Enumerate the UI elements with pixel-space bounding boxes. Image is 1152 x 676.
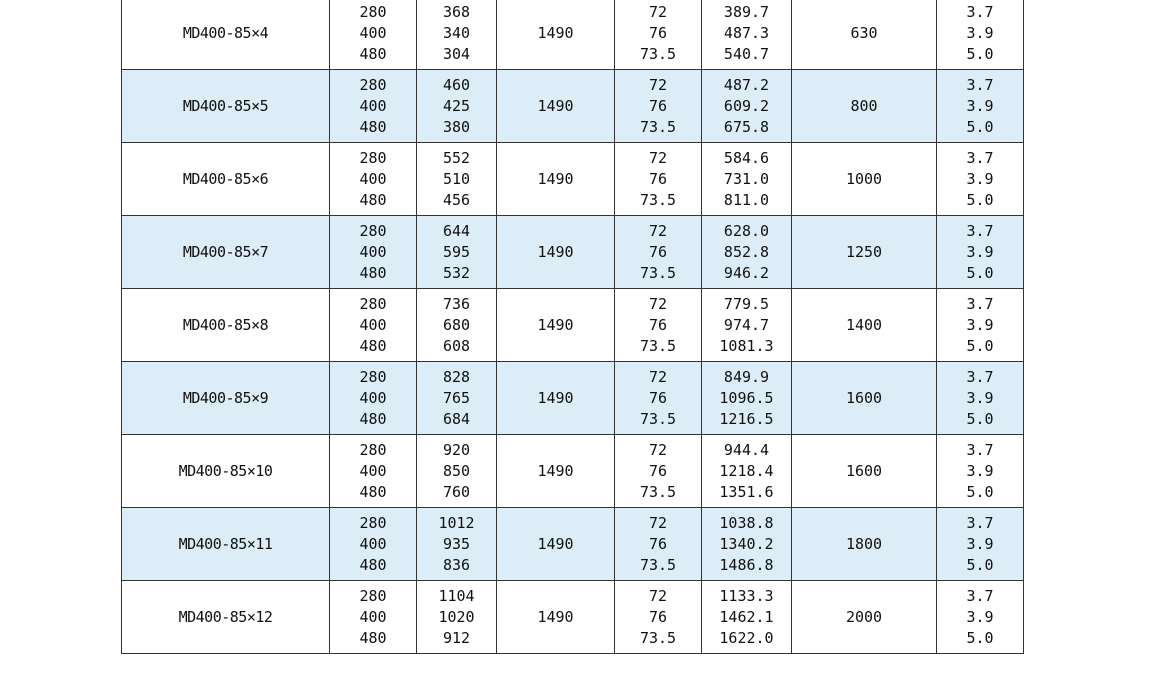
flow-cell xyxy=(330,508,417,581)
table-row xyxy=(122,0,1024,70)
model-cell: MD400-85×5 xyxy=(122,70,330,143)
shaft-power-cell-value: 1133.3 xyxy=(719,586,774,605)
npsh-cell xyxy=(937,362,1024,435)
efficiency-cell-value: 72 xyxy=(648,440,668,459)
npsh-cell-value: 3.7 xyxy=(966,367,994,386)
head-cell-value: 1020 xyxy=(438,607,475,626)
efficiency-cell xyxy=(615,143,702,216)
head-cell-value: 765 xyxy=(442,388,471,407)
flow-cell-values xyxy=(359,440,386,503)
head-cell-value: 912 xyxy=(442,628,471,647)
head-cell-value: 510 xyxy=(442,169,471,188)
efficiency-cell-value: 76 xyxy=(648,388,668,407)
head-cell-values xyxy=(443,221,470,284)
efficiency-cell-value: 72 xyxy=(648,148,668,167)
npsh-cell-value: 3.9 xyxy=(966,23,994,42)
flow-cell-value: 280 xyxy=(359,75,387,94)
shaft-power-cell-value: 1340.2 xyxy=(719,534,774,553)
flow-cell xyxy=(330,70,417,143)
efficiency-cell-value: 76 xyxy=(648,96,668,115)
flow-cell-value: 400 xyxy=(359,169,387,188)
pump-spec-table-container xyxy=(121,0,1024,654)
efficiency-cell-value: 72 xyxy=(648,2,668,21)
npsh-cell-values xyxy=(966,148,993,211)
efficiency-cell-value: 72 xyxy=(648,221,668,240)
flow-cell-value: 400 xyxy=(359,23,387,42)
flow-cell-value: 400 xyxy=(359,607,387,626)
flow-cell-value: 280 xyxy=(359,586,387,605)
head-cell xyxy=(417,216,497,289)
flow-cell-value: 280 xyxy=(359,2,387,21)
flow-cell-values xyxy=(359,2,386,65)
efficiency-cell xyxy=(615,70,702,143)
npsh-cell-value: 3.9 xyxy=(966,534,994,553)
shaft-power-cell-value: 1462.1 xyxy=(719,607,774,626)
table-row xyxy=(122,362,1024,435)
npsh-cell-value: 3.9 xyxy=(966,242,994,261)
shaft-power-cell xyxy=(702,435,792,508)
efficiency-cell-value: 76 xyxy=(648,461,668,480)
efficiency-cell-value: 73.5 xyxy=(639,263,677,282)
npsh-cell-value: 3.7 xyxy=(966,221,994,240)
head-cell xyxy=(417,70,497,143)
npsh-cell-values xyxy=(966,294,993,357)
speed-cell: 1490 xyxy=(497,362,615,435)
flow-cell-value: 280 xyxy=(359,294,387,313)
shaft-power-cell-value: 1038.8 xyxy=(719,513,774,532)
head-cell-values xyxy=(443,2,470,65)
shaft-power-cell-value: 628.0 xyxy=(723,221,770,240)
shaft-power-cell xyxy=(702,143,792,216)
npsh-cell xyxy=(937,289,1024,362)
npsh-cell-values xyxy=(966,75,993,138)
table-body xyxy=(122,0,1024,654)
model-cell: MD400-85×6 xyxy=(122,143,330,216)
head-cell-value: 595 xyxy=(442,242,471,261)
efficiency-cell xyxy=(615,289,702,362)
npsh-cell-value: 3.7 xyxy=(966,294,994,313)
flow-cell-value: 400 xyxy=(359,388,387,407)
flow-cell-values xyxy=(359,513,386,576)
efficiency-cell-value: 76 xyxy=(648,607,668,626)
flow-cell-values xyxy=(359,586,386,649)
flow-cell-value: 400 xyxy=(359,315,387,334)
head-cell-value: 304 xyxy=(442,44,471,63)
efficiency-cell xyxy=(615,362,702,435)
shaft-power-cell-value: 1218.4 xyxy=(719,461,774,480)
shaft-power-cell xyxy=(702,216,792,289)
efficiency-cell-value: 72 xyxy=(648,513,668,532)
head-cell-values xyxy=(443,367,470,430)
npsh-cell-value: 3.9 xyxy=(966,388,994,407)
motor-power-cell: 2000 xyxy=(792,581,937,654)
npsh-cell-value: 3.7 xyxy=(966,513,994,532)
motor-power-cell: 630 xyxy=(792,0,937,70)
efficiency-cell-values xyxy=(640,221,676,284)
head-cell-values xyxy=(443,75,470,138)
shaft-power-cell-values xyxy=(724,221,769,284)
efficiency-cell-value: 73.5 xyxy=(639,336,677,355)
shaft-power-cell-values xyxy=(719,513,773,576)
head-cell-values xyxy=(443,440,470,503)
npsh-cell-values xyxy=(966,440,993,503)
shaft-power-cell-value: 675.8 xyxy=(723,117,770,136)
shaft-power-cell-values xyxy=(724,2,769,65)
flow-cell-value: 400 xyxy=(359,96,387,115)
shaft-power-cell-value: 487.2 xyxy=(723,75,770,94)
shaft-power-cell-values xyxy=(719,440,773,503)
shaft-power-cell-value: 1081.3 xyxy=(719,336,774,355)
efficiency-cell-values xyxy=(640,294,676,357)
flow-cell-value: 400 xyxy=(359,242,387,261)
motor-power-cell: 800 xyxy=(792,70,937,143)
table-row xyxy=(122,289,1024,362)
efficiency-cell-values xyxy=(640,586,676,649)
efficiency-cell-value: 73.5 xyxy=(639,409,677,428)
head-cell xyxy=(417,143,497,216)
flow-cell-values xyxy=(359,148,386,211)
npsh-cell xyxy=(937,70,1024,143)
efficiency-cell-value: 72 xyxy=(648,367,668,386)
model-cell: MD400-85×11 xyxy=(122,508,330,581)
efficiency-cell-value: 76 xyxy=(648,315,668,334)
model-cell: MD400-85×4 xyxy=(122,0,330,70)
shaft-power-cell-value: 1622.0 xyxy=(719,628,774,647)
head-cell-value: 368 xyxy=(442,2,471,21)
flow-cell-value: 480 xyxy=(359,190,387,209)
shaft-power-cell-value: 584.6 xyxy=(723,148,770,167)
shaft-power-cell-value: 1351.6 xyxy=(719,482,774,501)
model-cell: MD400-85×12 xyxy=(122,581,330,654)
head-cell xyxy=(417,289,497,362)
head-cell-value: 680 xyxy=(442,315,471,334)
motor-power-cell: 1800 xyxy=(792,508,937,581)
shaft-power-cell xyxy=(702,289,792,362)
speed-cell: 1490 xyxy=(497,70,615,143)
flow-cell xyxy=(330,143,417,216)
shaft-power-cell-value: 811.0 xyxy=(723,190,770,209)
speed-cell: 1490 xyxy=(497,508,615,581)
table-row xyxy=(122,70,1024,143)
flow-cell-value: 280 xyxy=(359,440,387,459)
efficiency-cell-value: 73.5 xyxy=(639,117,677,136)
npsh-cell-value: 3.9 xyxy=(966,96,994,115)
head-cell-values xyxy=(438,513,474,576)
flow-cell xyxy=(330,289,417,362)
motor-power-cell: 1600 xyxy=(792,362,937,435)
npsh-cell-value: 3.9 xyxy=(966,169,994,188)
npsh-cell xyxy=(937,435,1024,508)
efficiency-cell-value: 72 xyxy=(648,75,668,94)
efficiency-cell-values xyxy=(640,75,676,138)
npsh-cell xyxy=(937,143,1024,216)
shaft-power-cell-value: 946.2 xyxy=(723,263,770,282)
npsh-cell-value: 3.7 xyxy=(966,75,994,94)
flow-cell-value: 280 xyxy=(359,513,387,532)
shaft-power-cell xyxy=(702,508,792,581)
shaft-power-cell-value: 779.5 xyxy=(723,294,770,313)
flow-cell-value: 480 xyxy=(359,482,387,501)
flow-cell-value: 480 xyxy=(359,44,387,63)
flow-cell xyxy=(330,216,417,289)
head-cell xyxy=(417,581,497,654)
table-row xyxy=(122,508,1024,581)
efficiency-cell-value: 72 xyxy=(648,294,668,313)
efficiency-cell-values xyxy=(640,513,676,576)
flow-cell-value: 480 xyxy=(359,263,387,282)
shaft-power-cell xyxy=(702,362,792,435)
efficiency-cell xyxy=(615,435,702,508)
head-cell-value: 850 xyxy=(442,461,471,480)
speed-cell: 1490 xyxy=(497,581,615,654)
npsh-cell-value: 3.7 xyxy=(966,2,994,21)
motor-power-cell: 1400 xyxy=(792,289,937,362)
head-cell xyxy=(417,0,497,70)
flow-cell-value: 480 xyxy=(359,336,387,355)
speed-cell: 1490 xyxy=(497,143,615,216)
flow-cell-value: 400 xyxy=(359,534,387,553)
efficiency-cell xyxy=(615,581,702,654)
head-cell-value: 380 xyxy=(442,117,471,136)
npsh-cell-value: 3.9 xyxy=(966,607,994,626)
npsh-cell xyxy=(937,581,1024,654)
npsh-cell-value: 5.0 xyxy=(966,409,994,428)
shaft-power-cell-values xyxy=(724,148,769,211)
shaft-power-cell-value: 731.0 xyxy=(723,169,770,188)
shaft-power-cell-value: 1096.5 xyxy=(719,388,774,407)
speed-cell: 1490 xyxy=(497,216,615,289)
motor-power-cell: 1600 xyxy=(792,435,937,508)
efficiency-cell-value: 73.5 xyxy=(639,628,677,647)
table-row xyxy=(122,435,1024,508)
shaft-power-cell-value: 1216.5 xyxy=(719,409,774,428)
efficiency-cell-value: 73.5 xyxy=(639,44,677,63)
shaft-power-cell-values xyxy=(719,586,773,649)
efficiency-cell-values xyxy=(640,440,676,503)
head-cell-value: 608 xyxy=(442,336,471,355)
head-cell-value: 736 xyxy=(442,294,471,313)
efficiency-cell xyxy=(615,508,702,581)
head-cell-value: 644 xyxy=(442,221,471,240)
head-cell xyxy=(417,362,497,435)
npsh-cell-value: 5.0 xyxy=(966,336,994,355)
flow-cell-value: 280 xyxy=(359,221,387,240)
model-cell: MD400-85×9 xyxy=(122,362,330,435)
npsh-cell xyxy=(937,0,1024,70)
table-row xyxy=(122,143,1024,216)
shaft-power-cell-values xyxy=(719,294,773,357)
table-row xyxy=(122,216,1024,289)
head-cell-value: 836 xyxy=(442,555,471,574)
flow-cell-value: 480 xyxy=(359,409,387,428)
efficiency-cell-value: 76 xyxy=(648,242,668,261)
npsh-cell-values xyxy=(966,221,993,284)
flow-cell xyxy=(330,581,417,654)
flow-cell-value: 280 xyxy=(359,148,387,167)
model-cell: MD400-85×7 xyxy=(122,216,330,289)
flow-cell xyxy=(330,435,417,508)
npsh-cell-value: 5.0 xyxy=(966,263,994,282)
flow-cell-value: 480 xyxy=(359,117,387,136)
shaft-power-cell xyxy=(702,581,792,654)
head-cell-value: 425 xyxy=(442,96,471,115)
speed-cell: 1490 xyxy=(497,0,615,70)
npsh-cell-value: 3.7 xyxy=(966,148,994,167)
shaft-power-cell-value: 849.9 xyxy=(723,367,770,386)
flow-cell xyxy=(330,0,417,70)
model-cell: MD400-85×8 xyxy=(122,289,330,362)
motor-power-cell: 1000 xyxy=(792,143,937,216)
efficiency-cell-value: 73.5 xyxy=(639,555,677,574)
head-cell-value: 920 xyxy=(442,440,471,459)
npsh-cell-value: 3.9 xyxy=(966,315,994,334)
shaft-power-cell-values xyxy=(719,367,773,430)
npsh-cell-value: 5.0 xyxy=(966,190,994,209)
efficiency-cell-value: 72 xyxy=(648,586,668,605)
npsh-cell xyxy=(937,508,1024,581)
head-cell-value: 552 xyxy=(442,148,471,167)
npsh-cell-values xyxy=(966,2,993,65)
npsh-cell-values xyxy=(966,513,993,576)
npsh-cell-value: 3.7 xyxy=(966,586,994,605)
shaft-power-cell-value: 609.2 xyxy=(723,96,770,115)
npsh-cell xyxy=(937,216,1024,289)
efficiency-cell-value: 76 xyxy=(648,169,668,188)
flow-cell-values xyxy=(359,367,386,430)
shaft-power-cell-values xyxy=(724,75,769,138)
model-cell: MD400-85×10 xyxy=(122,435,330,508)
flow-cell-value: 480 xyxy=(359,555,387,574)
shaft-power-cell-value: 540.7 xyxy=(723,44,770,63)
head-cell-value: 935 xyxy=(442,534,471,553)
shaft-power-cell-value: 974.7 xyxy=(723,315,770,334)
npsh-cell-value: 5.0 xyxy=(966,482,994,501)
shaft-power-cell-value: 487.3 xyxy=(723,23,770,42)
flow-cell-value: 400 xyxy=(359,461,387,480)
head-cell-value: 1012 xyxy=(438,513,475,532)
table-row xyxy=(122,581,1024,654)
flow-cell-values xyxy=(359,294,386,357)
flow-cell-values xyxy=(359,221,386,284)
npsh-cell-value: 5.0 xyxy=(966,628,994,647)
head-cell-value: 1104 xyxy=(438,586,475,605)
efficiency-cell-value: 76 xyxy=(648,23,668,42)
efficiency-cell-value: 73.5 xyxy=(639,482,677,501)
efficiency-cell xyxy=(615,216,702,289)
shaft-power-cell xyxy=(702,70,792,143)
efficiency-cell-values xyxy=(640,148,676,211)
motor-power-cell: 1250 xyxy=(792,216,937,289)
head-cell-values xyxy=(443,148,470,211)
npsh-cell-values xyxy=(966,586,993,649)
flow-cell-values xyxy=(359,75,386,138)
head-cell-value: 460 xyxy=(442,75,471,94)
shaft-power-cell-value: 389.7 xyxy=(723,2,770,21)
speed-cell: 1490 xyxy=(497,289,615,362)
speed-cell: 1490 xyxy=(497,435,615,508)
head-cell-values xyxy=(438,586,474,649)
efficiency-cell xyxy=(615,0,702,70)
flow-cell-value: 480 xyxy=(359,628,387,647)
head-cell-value: 828 xyxy=(442,367,471,386)
npsh-cell-value: 3.9 xyxy=(966,461,994,480)
shaft-power-cell-value: 852.8 xyxy=(723,242,770,261)
shaft-power-cell-value: 1486.8 xyxy=(719,555,774,574)
head-cell-value: 532 xyxy=(442,263,471,282)
flow-cell xyxy=(330,362,417,435)
npsh-cell-value: 5.0 xyxy=(966,555,994,574)
head-cell-value: 456 xyxy=(442,190,471,209)
head-cell xyxy=(417,435,497,508)
npsh-cell-value: 5.0 xyxy=(966,44,994,63)
npsh-cell-values xyxy=(966,367,993,430)
head-cell xyxy=(417,508,497,581)
efficiency-cell-value: 76 xyxy=(648,534,668,553)
efficiency-cell-values xyxy=(640,367,676,430)
pump-spec-table xyxy=(121,0,1024,654)
head-cell-values xyxy=(443,294,470,357)
shaft-power-cell xyxy=(702,0,792,70)
head-cell-value: 340 xyxy=(442,23,471,42)
efficiency-cell-values xyxy=(640,2,676,65)
npsh-cell-value: 3.7 xyxy=(966,440,994,459)
efficiency-cell-value: 73.5 xyxy=(639,190,677,209)
npsh-cell-value: 5.0 xyxy=(966,117,994,136)
shaft-power-cell-value: 944.4 xyxy=(723,440,770,459)
flow-cell-value: 280 xyxy=(359,367,387,386)
head-cell-value: 760 xyxy=(442,482,471,501)
head-cell-value: 684 xyxy=(442,409,471,428)
